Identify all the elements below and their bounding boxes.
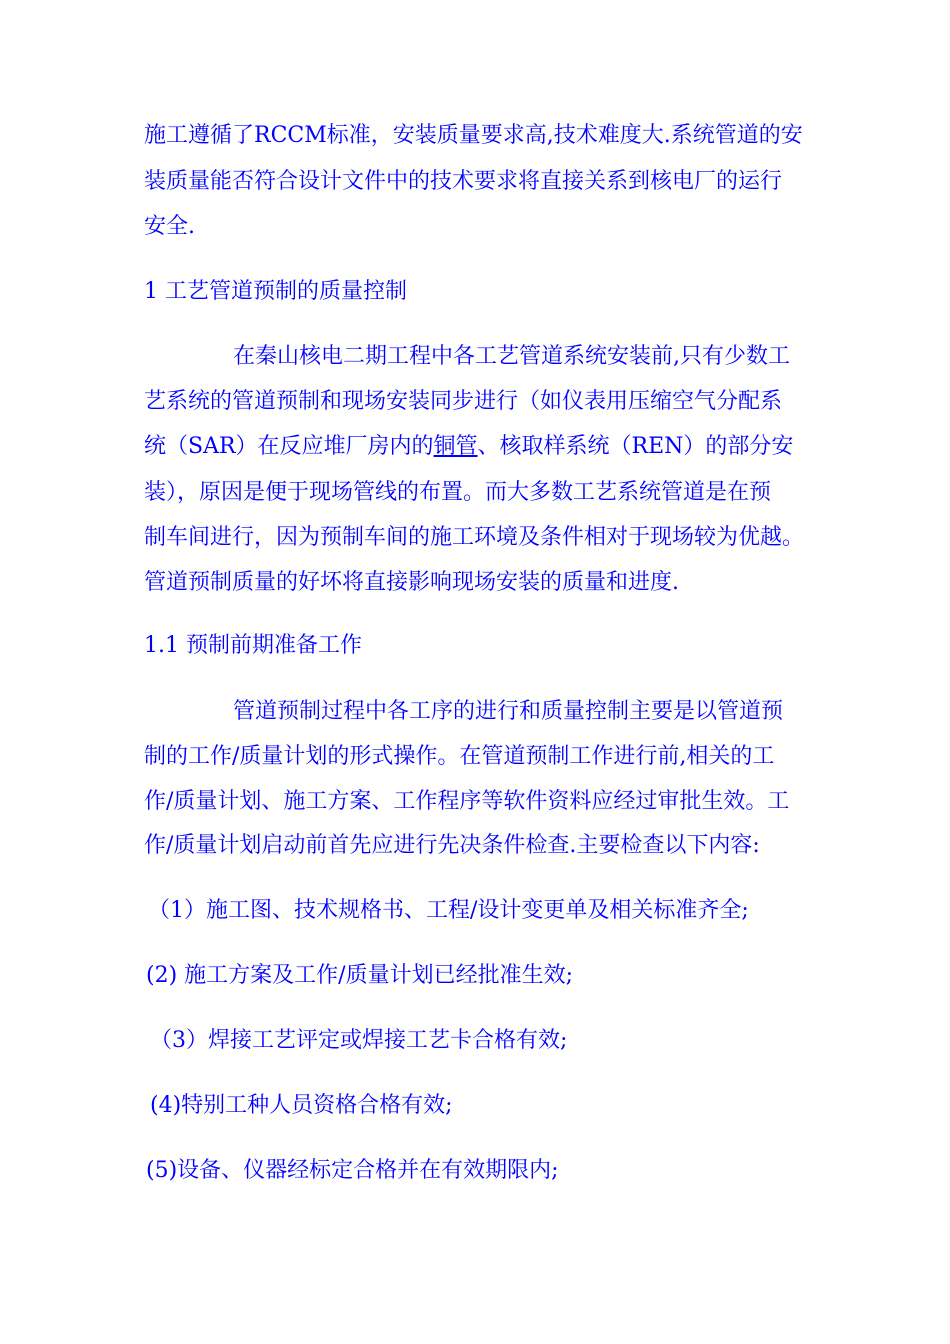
section-1-1-para-line-3: 作/质量计划、施工方案、工作程序等软件资料应经过审批生效。工	[144, 789, 790, 814]
list-item: （1）施工图、技术规格书、工程/设计变更单及相关标准齐全;	[148, 898, 749, 923]
section-1-heading: 1 工艺管道预制的质量控制	[144, 279, 407, 304]
section-1-1-para-line-1: 管道预制过程中各工序的进行和质量控制主要是以管道预	[233, 699, 784, 724]
section-1-para-line-3	[144, 432, 793, 462]
section-1-1-heading: 1.1 预制前期准备工作	[144, 633, 362, 658]
section-1-para-line-4: 装），原因是便于现场管线的布置。而大多数工艺系统管道是在预	[144, 480, 772, 505]
section-1-para-line-6: 管道预制质量的好坏将直接影响现场安装的质量和进度.	[144, 570, 679, 595]
section-1-para-line-3-b: 、核取样系统（REN）的部分安	[477, 434, 794, 459]
list-item: （3）焊接工艺评定或焊接工艺卡合格有效;	[150, 1028, 568, 1053]
intro-line-3: 安全.	[144, 214, 195, 239]
list-item: (4)特别工种人员资格合格有效;	[150, 1093, 453, 1118]
section-1-para-line-3-a: 统（SAR）在反应堆厂房内的	[144, 434, 434, 459]
section-1-1-para-line-4: 作/质量计划启动前首先应进行先决条件检查.主要检查以下内容:	[144, 833, 760, 858]
list-item: (2) 施工方案及工作/质量计划已经批准生效;	[146, 963, 573, 988]
intro-line-2: 装质量能否符合设计文件中的技术要求将直接关系到核电厂的运行	[144, 169, 783, 194]
section-1-para-line-2: 艺系统的管道预制和现场安装同步进行（如仪表用压缩空气分配系	[144, 389, 783, 414]
list-item: (5)设备、仪器经标定合格并在有效期限内;	[146, 1158, 559, 1183]
intro-line-1: 施工遵循了RCCM标准，安装质量要求高,技术难度大.系统管道的安	[144, 123, 803, 148]
section-1-1-para-line-2: 制的工作/质量计划的形式操作。在管道预制工作进行前,相关的工	[144, 744, 775, 769]
section-1-para-line-5: 制车间进行，因为预制车间的施工环境及条件相对于现场较为优越。	[144, 525, 805, 550]
copper-pipe-link[interactable]: 铜管	[433, 434, 478, 459]
section-1-para-line-1: 在秦山核电二期工程中各工艺管道系统安装前,只有少数工	[233, 344, 790, 369]
